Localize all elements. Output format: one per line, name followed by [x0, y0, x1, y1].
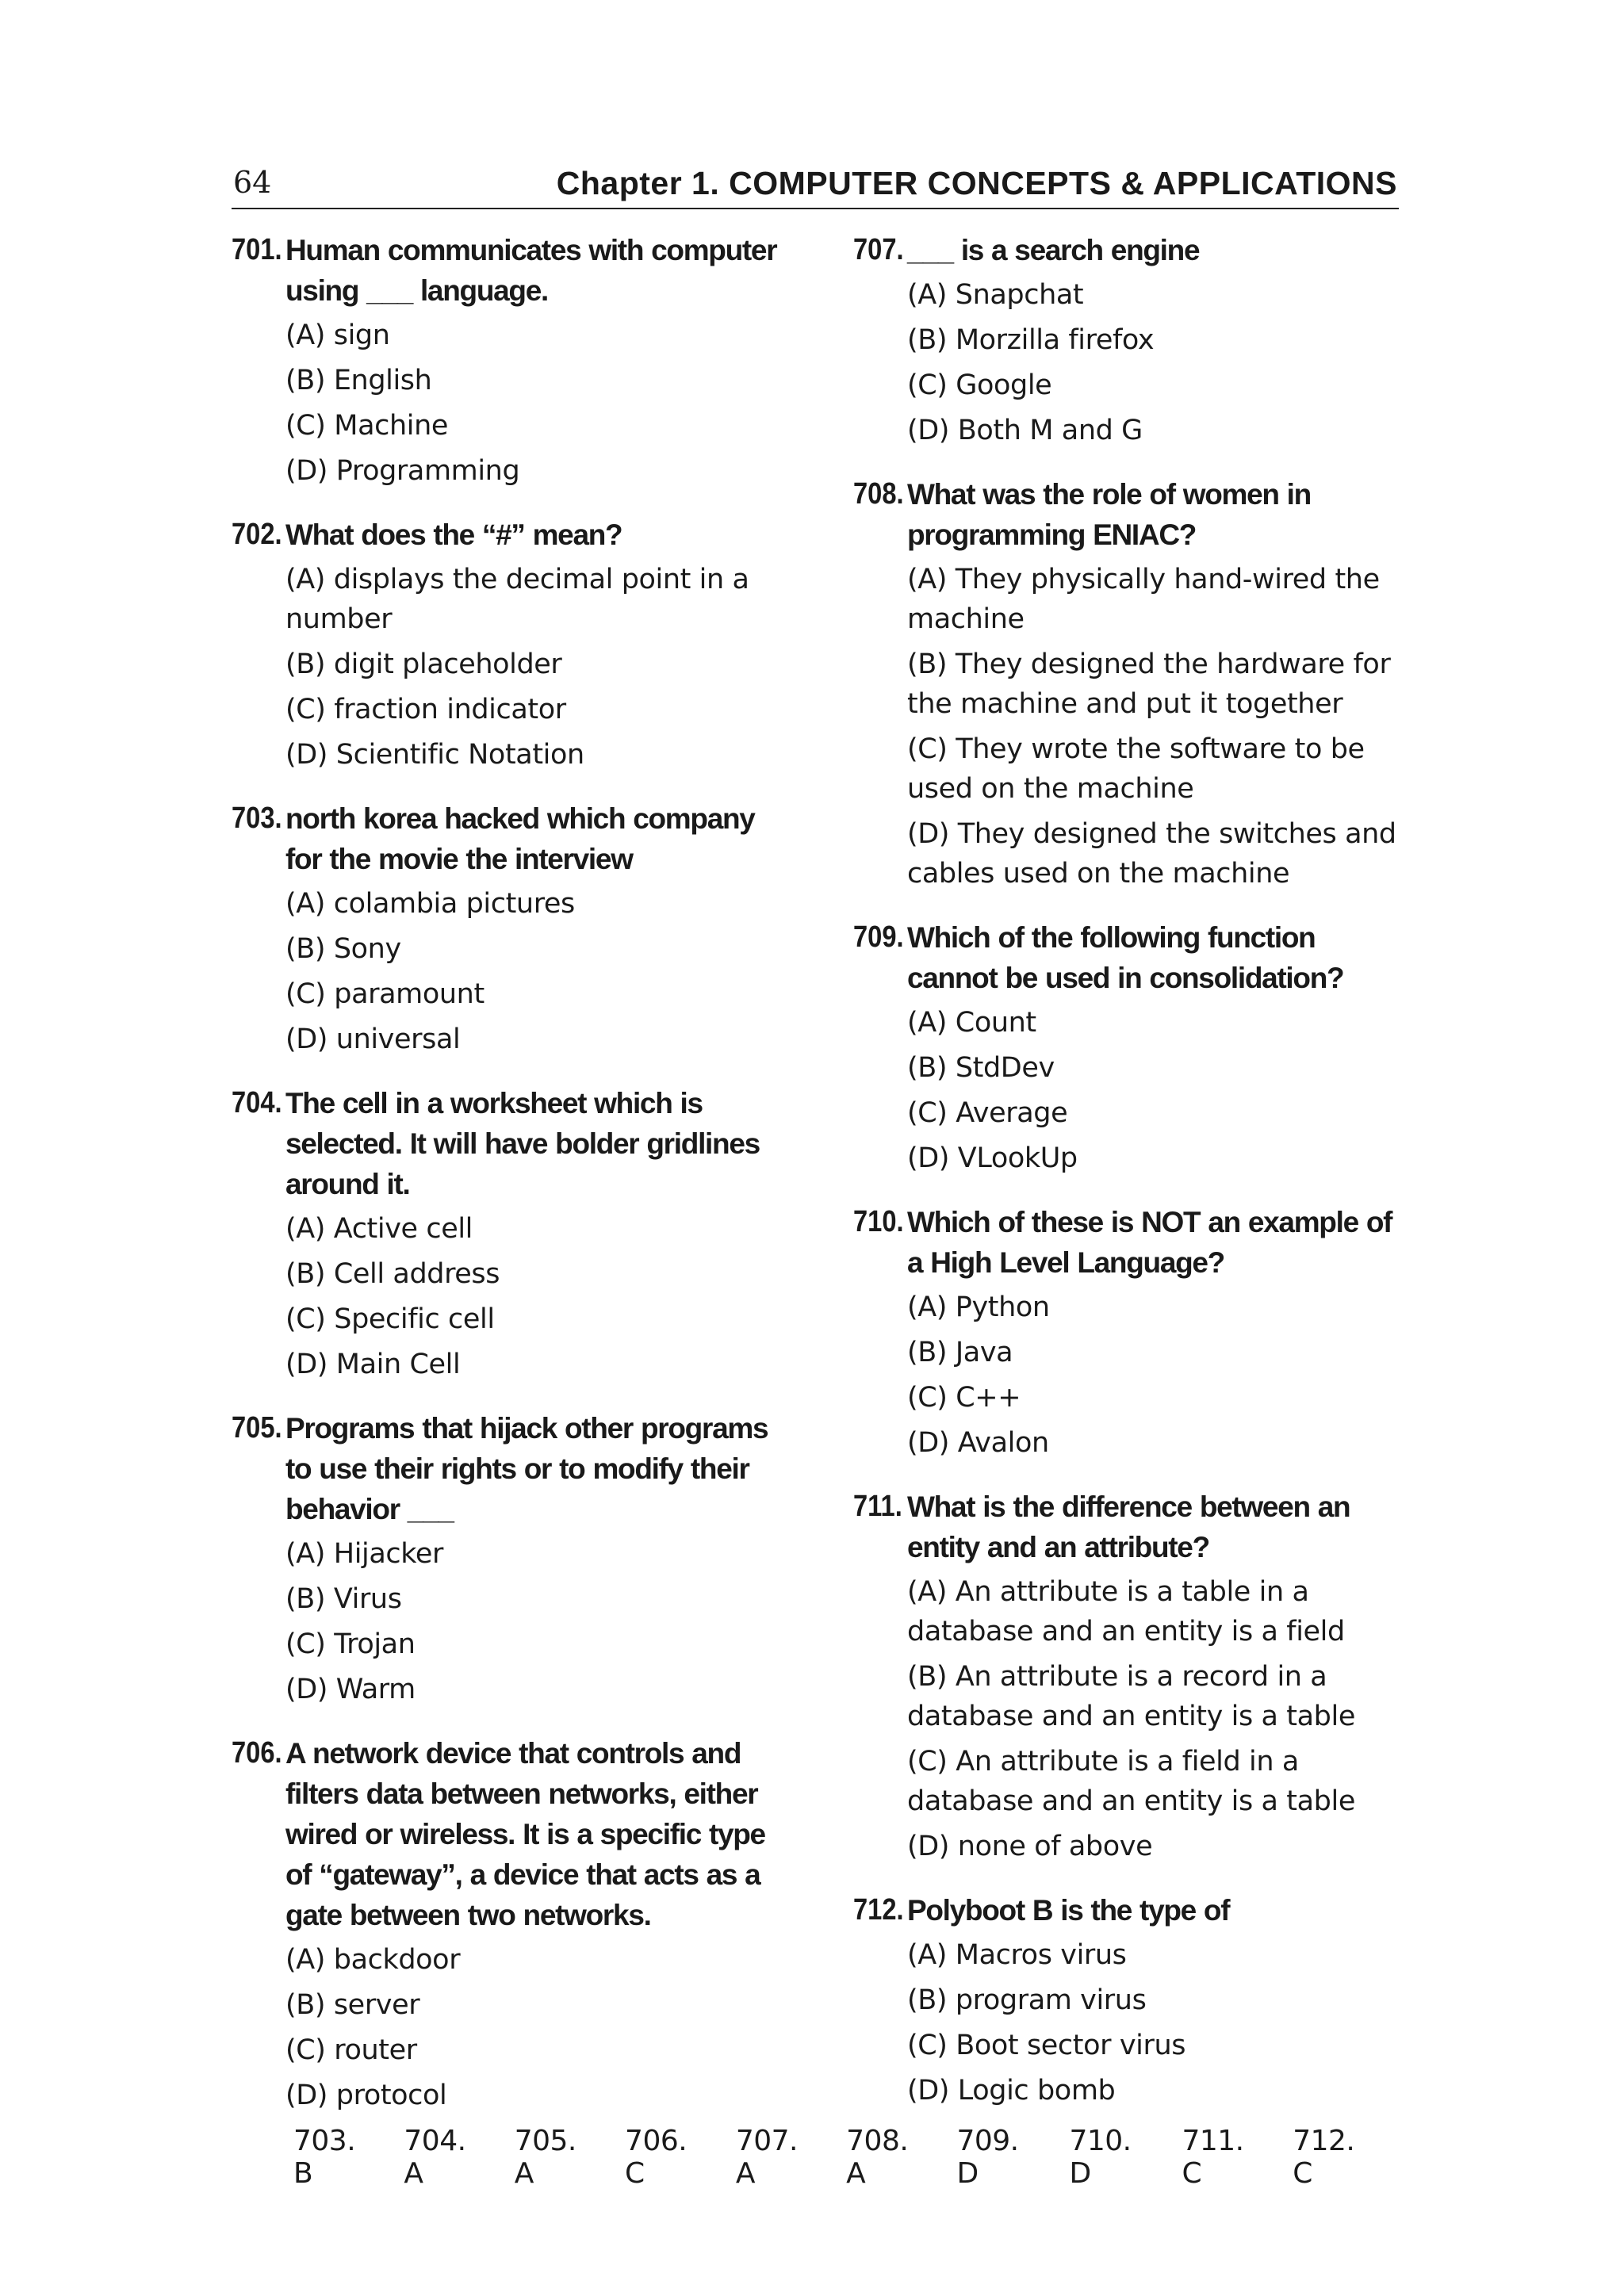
answer-option: (C) Average	[907, 1097, 1068, 1129]
answer-option: (A) An attribute is a table in a database and an entity is a field	[907, 1576, 1345, 1647]
option-list	[232, 1534, 787, 1709]
answer-option: (B) Cell address	[285, 1258, 500, 1290]
answer-option: (B) program virus	[907, 1984, 1147, 2016]
question-text: What is the difference between an entity and an attribute?	[907, 1490, 1350, 1563]
answer-option: (D) Both M and G	[907, 415, 1143, 446]
answer-option: (B) Sony	[285, 933, 401, 965]
option-list	[853, 560, 1408, 894]
question-number: 701.	[232, 233, 282, 266]
option-list	[853, 1288, 1408, 1463]
question-block	[232, 230, 787, 491]
answer-option: (D) Main Cell	[285, 1349, 461, 1380]
question-text: Programs that hijack other programs to use their rights or to modify their behavior ___	[285, 1412, 768, 1525]
answer-key-item: 712. C	[1293, 2125, 1355, 2190]
answer-key-item: 703. B	[293, 2125, 356, 2190]
answer-option: (B) Java	[907, 1337, 1013, 1368]
chapter-title: Chapter 1. COMPUTER CONCEPTS & APPLICATIONS	[556, 165, 1397, 201]
answer-key-item: 709. D	[956, 2125, 1019, 2190]
question-header	[853, 474, 1408, 555]
answer-option: (A) Count	[907, 1007, 1036, 1039]
question-text: north korea hacked which company for the movie the interview	[285, 802, 755, 875]
answer-option: (B) English	[285, 365, 432, 396]
right-column	[853, 230, 1408, 2134]
answer-option: (A) sign	[285, 320, 390, 351]
answer-option: (D) Scientific Notation	[285, 739, 584, 771]
answer-option: (B) They designed the hardware for the machine and put it together	[907, 649, 1391, 720]
question-text: Which of the following function cannot be used in consolidation?	[907, 921, 1344, 994]
question-header	[232, 798, 787, 879]
answer-option: (A) Hijacker	[285, 1538, 443, 1570]
answer-option: (D) protocol	[285, 2080, 447, 2111]
option-list	[232, 316, 787, 491]
question-block	[232, 515, 787, 775]
answer-key-item: 707. A	[735, 2125, 798, 2190]
question-block	[853, 1202, 1408, 1463]
question-block	[853, 1487, 1408, 1866]
question-number: 707.	[853, 233, 904, 266]
question-header	[853, 917, 1408, 998]
answer-option: (C) router	[285, 2034, 417, 2066]
answer-option: (A) Macros virus	[907, 1939, 1127, 1971]
question-header	[853, 1487, 1408, 1567]
answer-option: (D) universal	[285, 1024, 461, 1055]
answer-option: (C) fraction indicator	[285, 694, 566, 725]
question-number: 702.	[232, 518, 282, 551]
answer-option: (A) They physically hand-wired the machine	[907, 564, 1380, 635]
question-header	[232, 230, 787, 311]
question-text: Human communicates with computer using ___ language.	[285, 234, 777, 307]
question-number: 705.	[232, 1411, 282, 1445]
option-list	[853, 1003, 1408, 1178]
question-block	[853, 474, 1408, 894]
answer-key-item: 704. A	[404, 2125, 466, 2190]
question-block	[853, 230, 1408, 450]
answer-option: (B) An attribute is a record in a database and an entity is a table	[907, 1661, 1355, 1732]
answer-option: (C) paramount	[285, 978, 485, 1010]
left-column	[232, 230, 787, 2139]
question-block	[853, 917, 1408, 1178]
answer-option: (C) Google	[907, 369, 1052, 401]
option-list	[232, 1940, 787, 2115]
answer-option: (D) Logic bomb	[907, 2075, 1116, 2107]
question-header	[853, 230, 1408, 270]
answer-key-item: 711. C	[1182, 2125, 1244, 2190]
answer-option: (C) Machine	[285, 410, 448, 442]
question-text: The cell in a worksheet which is selected. It will have bolder gridlines around it.	[285, 1087, 760, 1200]
answer-option: (B) digit placeholder	[285, 649, 562, 680]
question-number: 708.	[853, 477, 904, 511]
answer-option: (C) C++	[907, 1382, 1021, 1414]
answer-option: (A) displays the decimal point in a number	[285, 564, 749, 635]
option-list	[853, 275, 1408, 450]
answer-key	[293, 2125, 1404, 2190]
option-list	[232, 884, 787, 1059]
option-list	[853, 1935, 1408, 2110]
answer-option: (A) Python	[907, 1292, 1050, 1323]
question-text: What was the role of women in programming ENIAC?	[907, 478, 1311, 551]
answer-key-item: 705. A	[514, 2125, 576, 2190]
answer-option: (B) StdDev	[907, 1052, 1055, 1084]
answer-option: (C) Boot sector virus	[907, 2030, 1186, 2061]
page-number: 64	[233, 165, 272, 200]
question-block	[232, 798, 787, 1059]
question-number: 712.	[853, 1893, 904, 1927]
question-number: 711.	[853, 1490, 902, 1523]
question-header	[232, 515, 787, 555]
question-number: 706.	[232, 1736, 282, 1770]
question-header	[853, 1890, 1408, 1931]
answer-option: (C) They wrote the software to be used on the machine	[907, 733, 1365, 805]
page-header	[232, 159, 1399, 209]
answer-option: (A) colambia pictures	[285, 888, 575, 920]
answer-option: (D) They designed the switches and cables used on the machine	[907, 818, 1396, 890]
question-text: ___ is a search engine	[907, 234, 1200, 266]
question-text: What does the “#” mean?	[285, 519, 622, 551]
answer-option: (D) Programming	[285, 455, 520, 487]
question-text: Which of these is NOT an example of a High Level Language?	[907, 1206, 1392, 1279]
answer-option: (B) server	[285, 1989, 420, 2021]
answer-option: (D) Avalon	[907, 1427, 1049, 1459]
option-list	[853, 1572, 1408, 1866]
question-number: 709.	[853, 920, 904, 954]
question-block	[232, 1083, 787, 1384]
answer-key-item: 706. C	[625, 2125, 688, 2190]
answer-option: (B) Morzilla firefox	[907, 324, 1155, 356]
answer-option: (A) backdoor	[285, 1944, 461, 1976]
answer-option: (C) Specific cell	[285, 1303, 495, 1335]
question-header	[232, 1733, 787, 1935]
question-header	[232, 1083, 787, 1204]
question-header	[232, 1408, 787, 1529]
answer-key-item: 708. A	[846, 2125, 909, 2190]
answer-option: (C) Trojan	[285, 1628, 416, 1660]
answer-option: (C) An attribute is a field in a database and an entity is a table	[907, 1746, 1355, 1817]
question-number: 704.	[232, 1086, 282, 1119]
question-header	[853, 1202, 1408, 1283]
question-block	[853, 1890, 1408, 2110]
answer-option: (D) Warm	[285, 1674, 416, 1705]
answer-option: (D) VLookUp	[907, 1142, 1078, 1174]
option-list	[232, 560, 787, 775]
question-text: A network device that controls and filters data between networks, either wired or wireless. It is a specific type of “gateway”, a device that acts as a gate between two networks.	[285, 1737, 765, 1931]
question-number: 703.	[232, 802, 282, 835]
question-block	[232, 1408, 787, 1709]
answer-option: (A) Active cell	[285, 1213, 473, 1245]
question-text: Polyboot B is the type of	[907, 1894, 1230, 1927]
question-number: 710.	[853, 1205, 904, 1238]
answer-option: (B) Virus	[285, 1583, 402, 1615]
answer-option: (D) none of above	[907, 1831, 1153, 1862]
answer-key-item: 710. D	[1069, 2125, 1132, 2190]
option-list	[232, 1209, 787, 1384]
question-block	[232, 1733, 787, 2115]
answer-option: (A) Snapchat	[907, 279, 1084, 311]
